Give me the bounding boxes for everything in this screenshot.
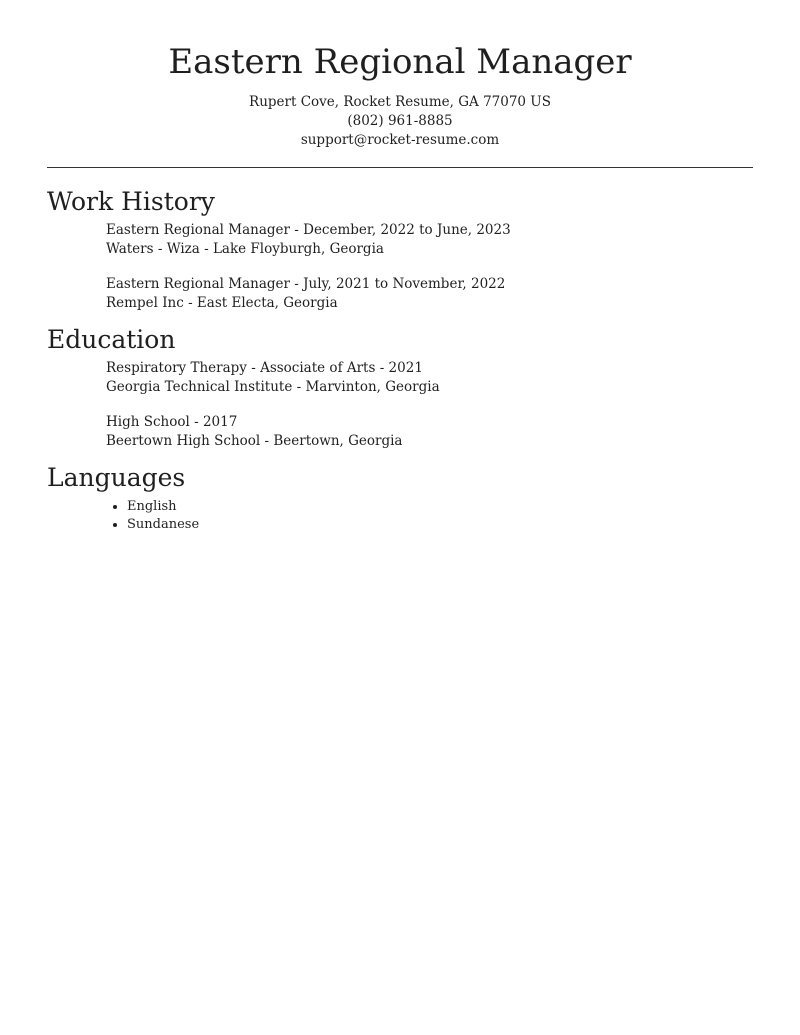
education-entry-school: Georgia Technical Institute - Marvinton, Georgia: [106, 378, 440, 395]
education-entry-degree: Respiratory Therapy - Associate of Arts - 2021: [106, 360, 423, 376]
contact-address: Rupert Cove, Rocket Resume, GA 77070 US: [249, 94, 551, 110]
work-entry-title: Eastern Regional Manager - July, 2021 to November, 2022: [106, 276, 506, 292]
contact-block: [47, 93, 753, 150]
work-history-list: [106, 221, 753, 312]
language-item: • Sundanese: [127, 516, 753, 534]
work-entry-title: Eastern Regional Manager - December, 2022 to June, 2023: [106, 222, 511, 238]
language-item: • English: [127, 498, 753, 516]
work-entry-company: Rempel Inc - East Electa, Georgia: [106, 294, 338, 311]
education-entry-school: Beertown High School - Beertown, Georgia: [106, 432, 403, 449]
education-list: [106, 359, 753, 450]
work-entry: [106, 221, 753, 258]
work-entry-company: Waters - Wiza - Lake Floyburgh, Georgia: [106, 240, 384, 257]
contact-email: support@rocket-resume.com: [300, 132, 500, 148]
work-entry: [106, 275, 753, 312]
contact-phone: (802) 961-8885: [347, 113, 453, 129]
resume-page: [47, 0, 753, 533]
resume-name: Eastern Regional Manager: [168, 42, 632, 82]
education-entry: [106, 359, 753, 396]
section-title-work-history: Work History: [47, 187, 215, 216]
section-title-education: Education: [47, 325, 176, 354]
education-entry-degree: High School - 2017: [106, 414, 238, 430]
languages-list: [47, 498, 753, 533]
education-entry: [106, 413, 753, 450]
header-divider: [47, 167, 753, 168]
section-title-languages: Languages: [47, 463, 186, 492]
